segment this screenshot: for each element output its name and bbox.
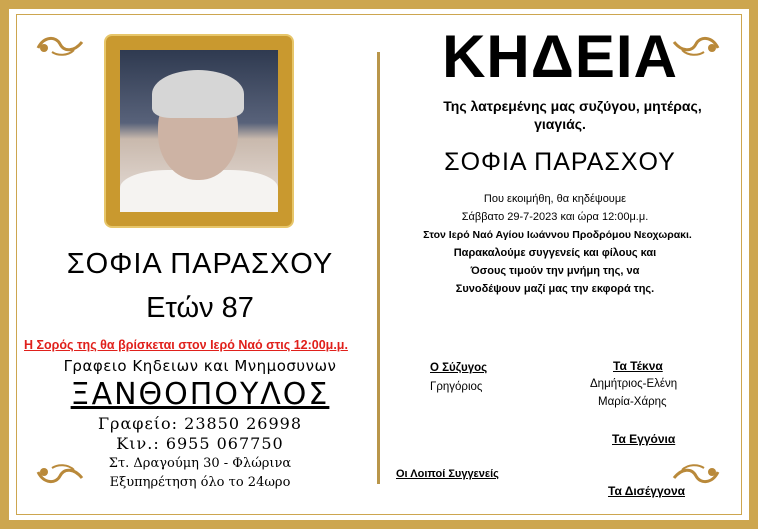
text-line-2: Σάββατο 29-7-2023 και ώρα 12:00μ.μ. — [461, 211, 649, 223]
portrait-photo — [120, 50, 278, 212]
great-grandchildren-heading: Τα Δισέγγονα — [608, 484, 686, 498]
children-line-1: Δημήτριος-Ελένη — [590, 378, 678, 390]
office-heading: Γραφειο Κηδειων και Μνημοσυνων — [63, 357, 337, 375]
portrait-photo-frame — [106, 36, 292, 226]
spouse-heading: Ο Σύζυγος — [430, 362, 488, 374]
subtitle-line-2: γιαγιάς. — [534, 116, 586, 132]
text-line-1: Που εκοιμήθη, θα κηδέψουμε — [483, 193, 627, 205]
deceased-name-left: ΣΟΦΙΑ ΠΑΡΑΣΧΟΥ — [66, 248, 334, 280]
spouse-name: Γρηγόριος — [430, 381, 483, 393]
funeral-title: ΚΗΔΕΙΑ — [442, 23, 678, 90]
subtitle-line-1: Της λατρεμένης μας συζύγου, μητέρας, — [443, 98, 702, 114]
grandchildren-heading: Τα Εγγόνια — [612, 432, 676, 446]
office-phone: Γραφείο: 23850 26998 — [97, 414, 303, 433]
office-address: Στ. Δραγούμη 30 - Φλώρινα — [108, 456, 292, 471]
text-line-4: Παρακαλούμε συγγενείς και φίλους και — [453, 247, 657, 259]
ornament-top-left-icon — [34, 34, 86, 58]
text-line-5: Όσους τιμούν την μνήμη της, να — [470, 265, 640, 277]
ornament-bottom-right-icon — [670, 462, 722, 486]
text-line-6: Συνοδέψουν μαζί μας την εκφορά της. — [455, 283, 655, 295]
age-label: Ετών 87 — [146, 292, 254, 324]
relatives-heading: Οι Λοιποί Συγγενείς — [396, 468, 499, 480]
mobile-phone: Κιν.: 6955 067750 — [116, 434, 284, 453]
service-hours: Εξυπηρέτηση όλο το 24ωρο — [109, 475, 291, 490]
company-name: ΞΑΝΘΟΠΟΥΛΟΣ — [70, 377, 330, 412]
viewing-notice: Η Σορός της θα βρίσκεται στον Ιερό Ναό στις 12:00μ.μ. — [24, 338, 348, 352]
deceased-name-right: ΣΟΦΙΑ ΠΑΡΑΣΧΟΥ — [444, 148, 676, 176]
children-heading: Τα Τέκνα — [613, 359, 663, 373]
children-line-2: Μαρία-Χάρης — [598, 396, 667, 408]
text-line-3: Στον Ιερό Ναό Αγίου Ιωάννου Προδρόμου Νεοχωρακι. — [423, 229, 692, 241]
center-divider — [377, 52, 380, 484]
